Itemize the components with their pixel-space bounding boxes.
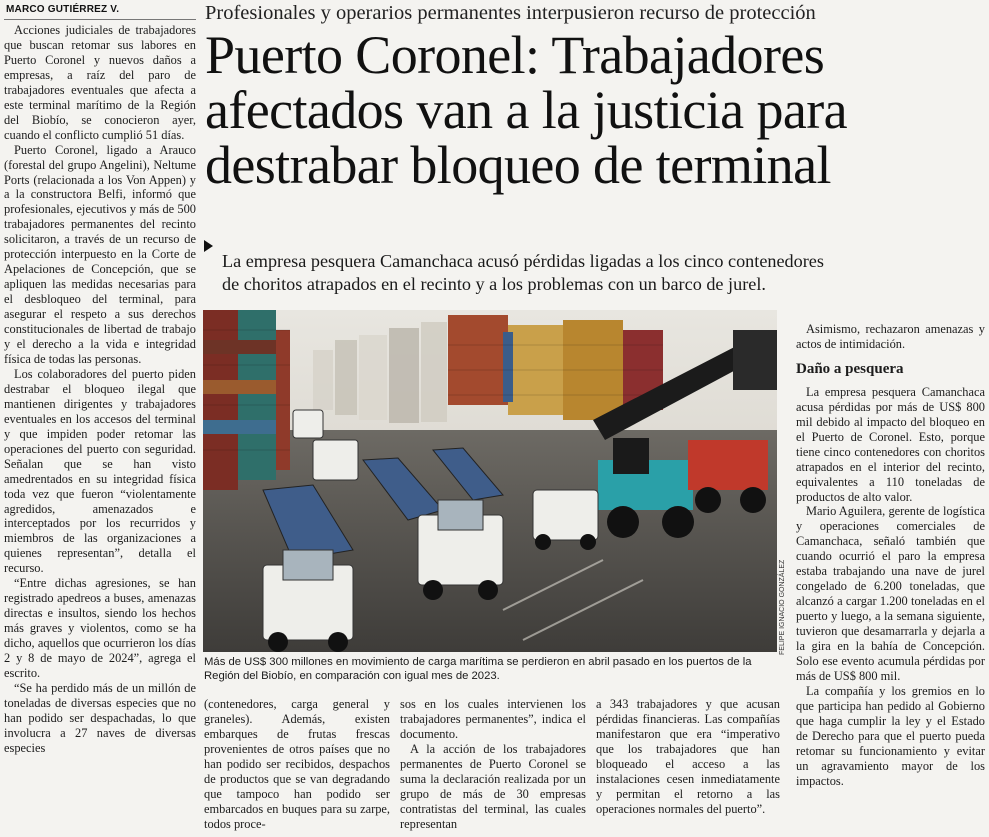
deck-line: La empresa pesquera Camanchaca acusó pérdidas ligadas a los cinco contenedores (222, 251, 824, 271)
article-column-5 (796, 322, 985, 835)
article-column-1 (4, 23, 196, 835)
article-column-3 (400, 697, 586, 835)
paragraph: La empresa pesquera Camanchaca acusa pérdidas por más de US$ 800 mil debido al impacto del bloqueo en el Puerto de Coronel. Esto, porque tiene cinco contenedores con choritos atrapados en el interior del recinto, equivalentes a 110 toneladas de productos de alto valor. (796, 384, 985, 504)
kicker: Profesionales y operarios permanentes interpusieron recurso de protección (205, 2, 816, 24)
headline-line: afectados van a la justicia para (205, 80, 847, 140)
paragraph: La compañía y los gremios en lo que participa han pedido al Gobierno que haga cumplir la ley y el Estado de Derecho para que el puerto pueda retomar su funcionamiento y evitar un agravamiento mayor de los impactos. (796, 683, 985, 788)
photo-caption: Más de US$ 300 millones en movimiento de carga marítima se perdieron en abril pasado en los puertos de la Región del Biobío, en comparación con igual mes de 2023. (204, 656, 752, 682)
port-photo-illustration (203, 310, 777, 652)
paragraph: a 343 trabajadores y que acusan pérdidas financieras. Las compañías manifestaron que era “imperativo que los trabajadores que han bloqueado el acceso a las instalaciones cesen inmediatamente y permitan el retorno a las operaciones normales del puerto”. (596, 697, 780, 816)
paragraph: Asimismo, rechazaron amenazas y actos de intimidación. (796, 322, 985, 351)
port-photo (203, 310, 777, 652)
deck-line: de choritos atrapados en el recinto y a los problemas con un barco de jurel. (222, 274, 766, 294)
paragraph: “Entre dichas agresiones, se han registrado apedreos a buses, amenazas directas e insultos, siendo los hechos más graves y violentos, como se ha dicho, aquellos que ocurrieron los días 2 y 8 de mayo de 2024”, agrega el escrito. (4, 576, 196, 680)
deck-arrow-icon (204, 240, 213, 252)
article-column-2 (204, 697, 390, 835)
subhead: Daño a pesquera (796, 360, 904, 377)
headline-line: Puerto Coronel: Trabajadores (205, 25, 825, 85)
paragraph: “Se ha perdido más de un millón de toneladas de diversas especies que no han podido ser despachadas, lo que involucra a 27 naves de diversas especies (4, 680, 196, 755)
headline-line: destrabar bloqueo de terminal (205, 135, 831, 195)
paragraph: Puerto Coronel, ligado a Arauco (forestal del grupo Angelini), Neltume Ports (relacionada a los Von Appen) y a la constructora Belfi, informó que profesionales, ejecutivos y más de 500 trabajadores permanentes del recinto solicitaron, a través de un recurso de protección interpuesto en la Corte de Apelaciones de Concepción, que se apliquen las medidas necesarias para el desbloqueo del terminal, para asegurar el respeto a sus derechos constitucionales de libertad de trabajo y el derecho a la vida e integridad física de todas las personas. (4, 142, 196, 366)
paragraph: Mario Aguilera, gerente de logística y operaciones comerciales de Camanchaca, señaló también que cuando ocurrió el paro la empresa estaba trabajando una nave de jurel congelado de 6.200 toneladas, que alcanzó a cargar 1.200 toneladas en el puerto y luego, a la semana siguiente, tuvieron que desamarrarla y dejarla a la gira en la bahía de Concepción. Solo ese evento acumula pérdidas por más de US$ 800 mil. (796, 504, 985, 683)
deck (222, 250, 982, 296)
paragraph: Acciones judiciales de trabajadores que buscan retomar sus labores en Puerto Coronel y nuevos daños a empresas, a raíz del paro de trabajadores eventuales que afecta a este terminal marítimo de la Región del Biobío, se conocieron ayer, cuando el conflicto cumplió 51 días. (4, 23, 196, 142)
paragraph: (contenedores, carga general y graneles). Además, existen embarques de frutas frescas provenientes de otros países que no han podido ser recibidos, despachos de productos que se van degradando que tampoco han podido ser embarcados en buques para su zarpe, todos proce- (204, 697, 390, 831)
paragraph: A la acción de los trabajadores permanentes de Puerto Coronel se suma la declaración realizada por un grupo de más de 30 empresas contratistas del terminal, las cuales representan (400, 741, 586, 831)
byline-rule (4, 19, 196, 20)
photo-credit: FELIPE IGNACIO GONZÁLEZ (779, 559, 786, 655)
headline (205, 25, 985, 195)
article-column-4 (596, 697, 780, 835)
byline: MARCO GUTIÉRREZ V. (6, 4, 120, 15)
paragraph: sos en los cuales intervienen los trabajadores permanentes”, indica el documento. (400, 697, 586, 741)
paragraph: Los colaboradores del puerto piden destrabar el bloqueo ilegal que mantienen dirigentes y trabajadores eventuales en los accesos del terminal y que impiden poder retomar las operaciones del puerto con seguridad. Señalan que se han visto amedrentados en su integridad física toda vez que fueron “violentamente agredidos, amenazados e interceptados por los recurridos y miembros de las organizaciones a quienes representan”, detalla el recurso. (4, 366, 196, 576)
